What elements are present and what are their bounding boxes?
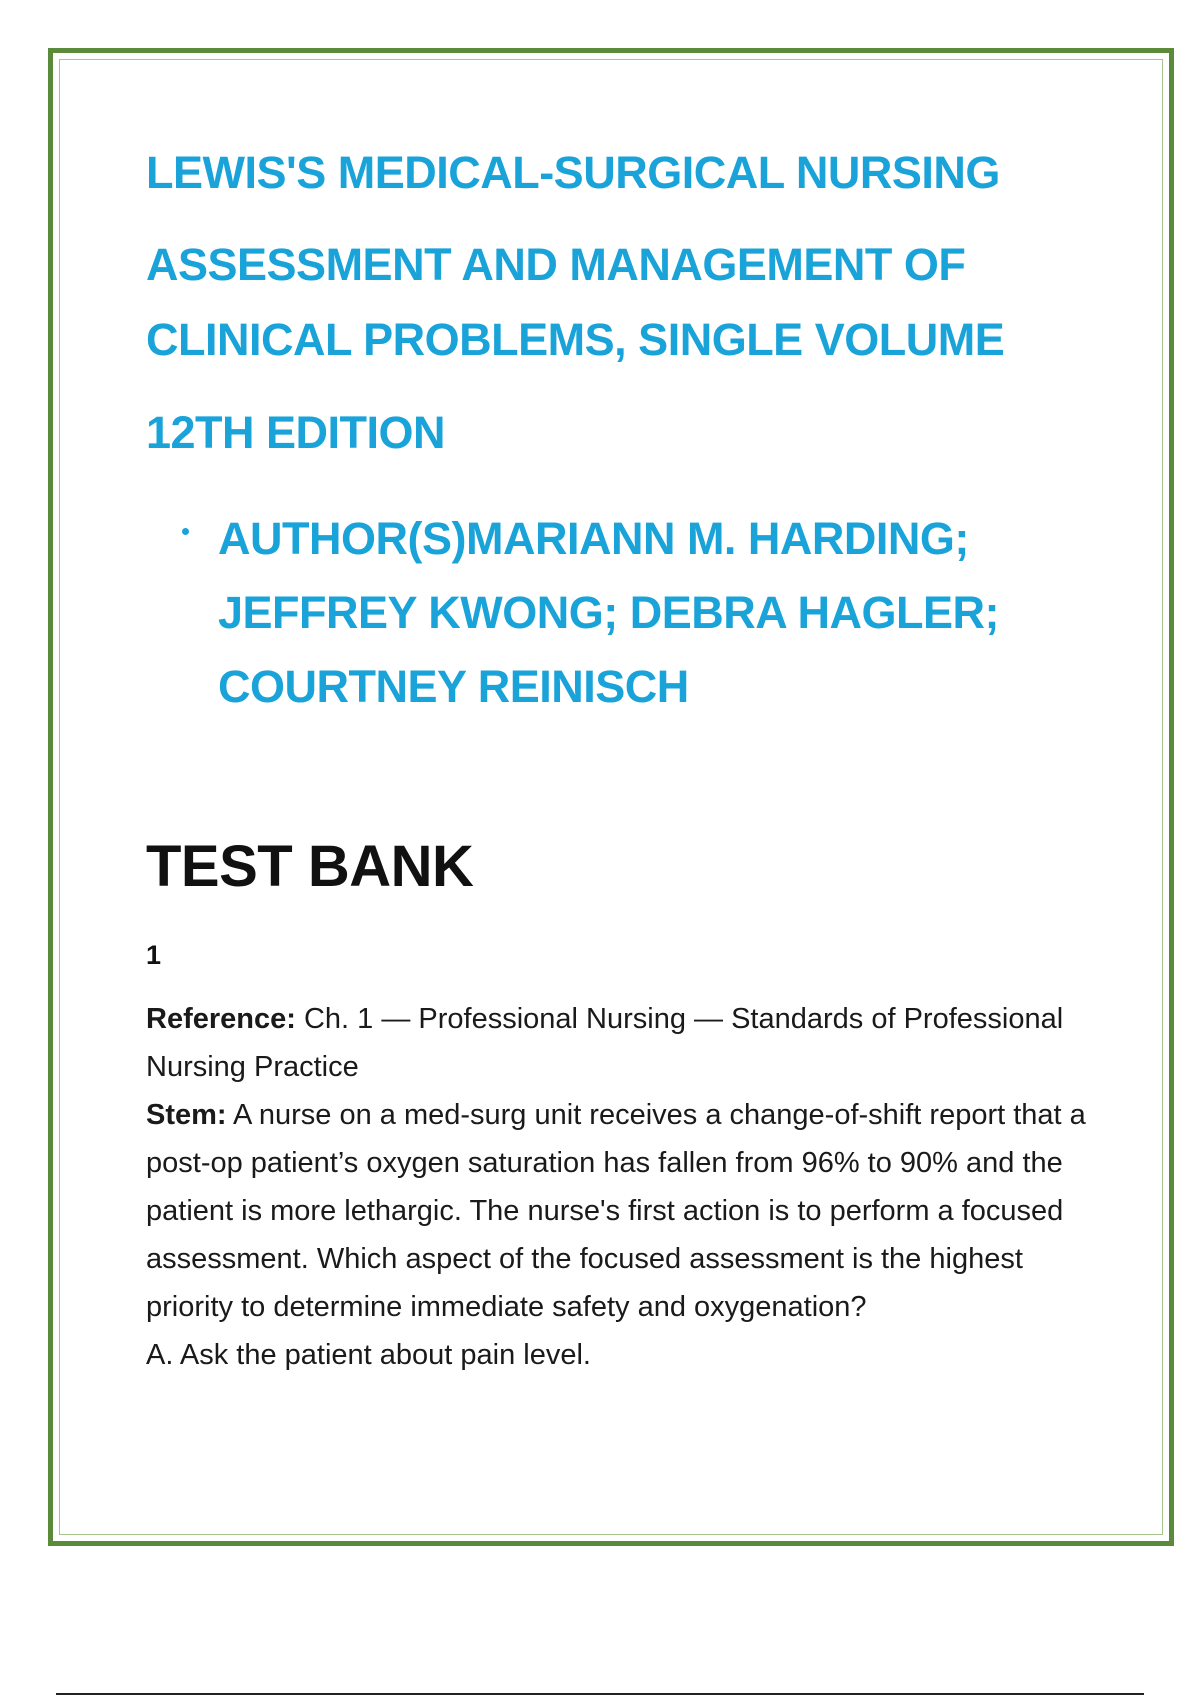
- edition-line: 12TH EDITION: [146, 407, 446, 458]
- book-title-line-1: LEWIS'S MEDICAL-SURGICAL NURSING: [146, 147, 1000, 198]
- answer-option-a: A. Ask the patient about pain level.: [146, 1339, 591, 1371]
- book-title-line-2: ASSESSMENT AND MANAGEMENT OF: [146, 239, 966, 290]
- stem-label: Stem:: [146, 1099, 227, 1131]
- stem-line: [146, 1091, 1106, 1331]
- footer-divider: [56, 1693, 1144, 1695]
- question-number: 1: [146, 940, 162, 970]
- reference-text: Ch. 1 — Professional Nursing — Standards of Professional Nursing Practice: [146, 1003, 1064, 1083]
- question-body: [146, 995, 1106, 1379]
- authors-list: AUTHOR(S)MARIANN M. HARDING; JEFFREY KWONG; DEBRA HAGLER; COURTNEY REINISCH: [218, 513, 1000, 712]
- reference-label: Reference:: [146, 1003, 296, 1035]
- reference-line: [146, 995, 1106, 1091]
- book-title-line-3: CLINICAL PROBLEMS, SINGLE VOLUME: [146, 314, 1005, 365]
- stem-text: A nurse on a med-surg unit receives a change-of-shift report that a post-op patient’s oxygen saturation has fallen from 96% to 90% and the patient is more lethargic. The nurse's first action is to perform a focused assessment. Which aspect of the focused assessment is the highest priority to determine immediate safety and oxygenation?: [146, 1099, 1086, 1323]
- bullet-icon: [182, 528, 189, 535]
- test-bank-heading: TEST BANK: [146, 834, 474, 899]
